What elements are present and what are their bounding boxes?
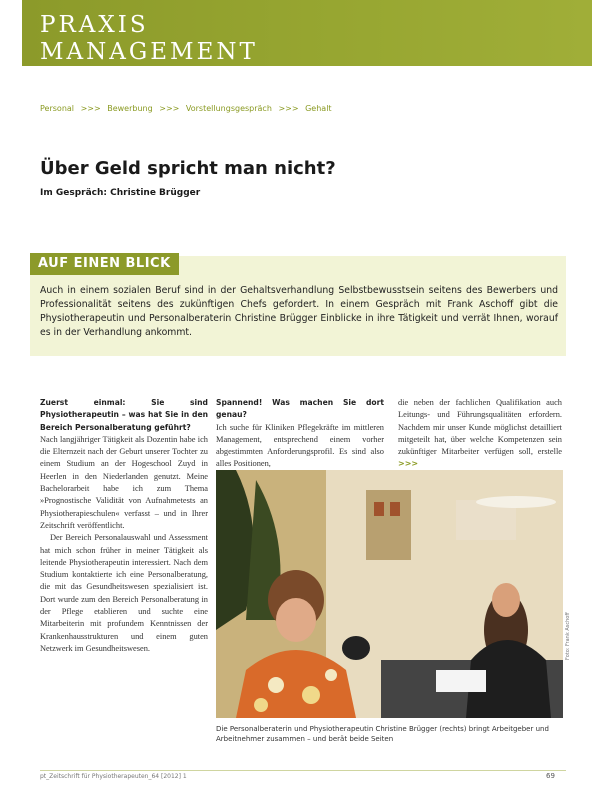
interview-answer: Ich suche für Kliniken Pflegekräfte im mittleren Management, entsprechend einem vorher abgestimmten Anforderungsprofil. Es sind also alles Positionen,	[216, 422, 384, 469]
article-column-1	[40, 397, 208, 655]
breadcrumb	[40, 104, 336, 113]
page-subtitle: Im Gespräch: Christine Brügger	[40, 188, 201, 198]
page-number: 69	[546, 772, 555, 780]
at-a-glance-text: Auch in einem sozialen Beruf sind in der Gehaltsverhandlung Selbstbewusstsein seitens des Bewerbers und Professionalität seitens des zukünftigen Chefs gefordert. In einem Gespräch mit Frank Aschoff gibt die Physiotherapeutin und Personalberaterin Christine Brügger Einblicke in ihre Tätigkeit und verrät Ihnen, worauf es in der Verhandlung ankommt.	[40, 285, 558, 338]
interview-question: Spannend! Was machen Sie dort genau?	[216, 398, 384, 420]
interview-answer: Nach langjähriger Tätigkeit als Dozentin habe ich die Elternzeit nach der Geburt unserer Tochter zu einem Studium an der Hogeschool Zuyd in Heerlen in den Niederlanden genutzt. Meine Bachelorarbeit habe ich zum Thema »Prognostische Validität von Aufnahmetests an Physiotherapieschulen« verfasst – und in Ihrer Zeitschrift veröffentlicht.	[40, 434, 208, 530]
section-header	[22, 0, 592, 66]
article-column-3	[398, 397, 562, 471]
breadcrumb-item[interactable]: Gehalt	[305, 104, 332, 113]
article-column-2	[216, 397, 384, 471]
breadcrumb-item[interactable]: Bewerbung	[107, 104, 153, 113]
breadcrumb-separator: >>>	[80, 104, 101, 113]
photo-caption: Die Personalberaterin und Physiotherapeutin Christine Brügger (rechts) bringt Arbeitgeber und Arbeitnehmer zusammen – und berät beide Seiten	[216, 725, 549, 743]
photo-credit: Foto: Frank Aschoff	[565, 612, 571, 660]
interview-question: Zuerst einmal: Sie sind Physiotherapeutin – was hat Sie in den Bereich Personalberatung geführt?	[40, 398, 208, 432]
interview-answer: Der Bereich Personalauswahl und Assessment hat mich schon früher in meiner Tätigkeit als leitende Physiotherapeutin interessiert. Nach dem Studium kontaktierte ich eine Personalberatung, die mit das Gesundheitswesen spezialisiert ist. Dort wurde zum den Bereich Personalberatung in der Pflege etablieren und suchte eine Mitarbeiterin mit profundem Kenntnissen der Krankenhausstrukturen und einem guten Netzwerk im Gesundheitswesen.	[40, 533, 208, 653]
page-title: Über Geld spricht man nicht?	[40, 158, 336, 179]
breadcrumb-item[interactable]: Personal	[40, 104, 75, 113]
breadcrumb-separator: >>>	[278, 104, 299, 113]
section-title: PRAXIS MANAGEMENT	[40, 12, 258, 65]
interview-photo	[216, 470, 563, 718]
interview-answer: die neben der fachlichen Qualifikation auch Leitungs- und Führungsqualitäten erfordern. Nachdem mir unser Kunde möglichst detailliert mitgeteilt hat, über welche Kompetenzen sein zukünftiger Mitarbeiter verfügen soll, erstelle >>>	[398, 398, 562, 469]
at-a-glance-label: AUF EINEN BLICK	[30, 253, 179, 275]
breadcrumb-separator: >>>	[159, 104, 180, 113]
photo-illustration	[216, 470, 563, 718]
footer-divider	[40, 770, 566, 771]
continue-arrow[interactable]: >>>	[398, 459, 419, 469]
breadcrumb-item[interactable]: Vorstellungsgespräch	[185, 104, 272, 113]
footer-text: pt_Zeitschrift für Physiotherapeuten_64 [2012] 1	[40, 773, 187, 780]
